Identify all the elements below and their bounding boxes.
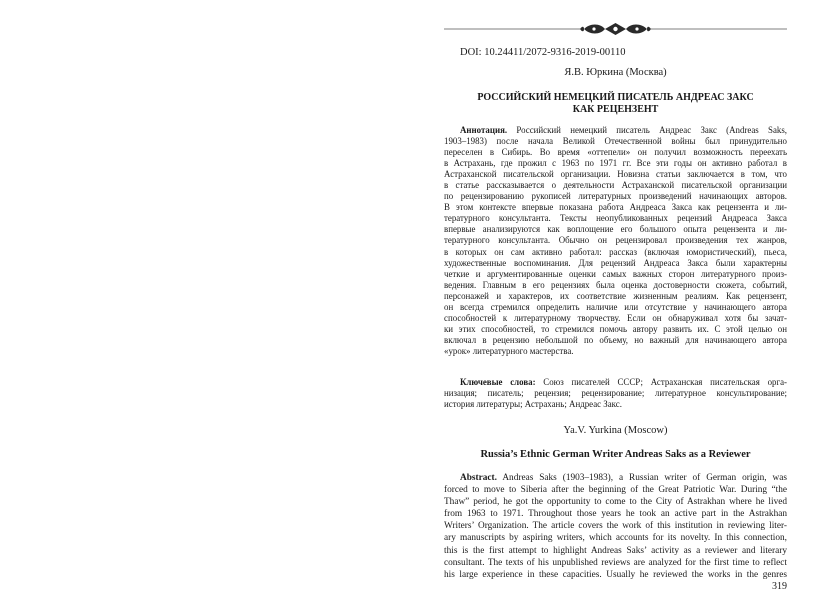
abstract-ru-line: В этом контексте впервые показана работа Андреаса Закса как рецензента и ли-: [444, 202, 787, 213]
abstract-ru-line: четкие и аргументированные оценки самых важных сторон литературного произ-: [444, 268, 787, 279]
abstract-ru-line: в статье рассказывается о деятельности Астраханской писательской организации: [444, 180, 787, 191]
abstract-en-line: consultant. The texts of his unpublished reviews are analyzed for the first time to reflect: [444, 557, 787, 568]
abstract-ru-line: персонажей и характеров, их соответствие жизненным реалиям. Как рецензент,: [444, 290, 787, 301]
abstract-ru-line: тературного консультанта. Обычно он рецензировал произведения тех жанров,: [444, 235, 787, 246]
abstract-ru-line: включал в рецензию небольшой по объему, но важный для начинающего автора: [444, 334, 787, 345]
abstract-ru-line: переселен в Сибирь. Во время «оттепели» он получил возможность переехать: [444, 147, 787, 158]
page-number: 319: [772, 581, 787, 592]
abstract-ru-line: впервые анализируются как воплощение его большого опыта рецензента и ли-: [444, 224, 787, 235]
abstract-ru-line: ки этих способностей, то стремился помочь автору развить их. С этой целью он: [444, 323, 787, 334]
doi: DOI: 10.24411/2072-9316-2019-00110: [460, 47, 626, 58]
abstract-en-line: his large experience in these capacities. Usually he reviewed the works in the genres: [444, 569, 787, 580]
abstract-ru-line: 1903–1983) после начала Великой Отечественной войны был принудительно: [444, 136, 787, 147]
abstract-ru-line: [444, 125, 787, 136]
abstract-en-line: from 1963 to 1971. Throughout those years he took an active part in the Astrakhan: [444, 509, 787, 520]
title-ru: [444, 92, 787, 116]
abstract-ru-line: тературного консультанта. Тексты неопубликованных рецензий Андреаса Закса: [444, 213, 787, 224]
author-ru: Я.В. Юркина (Москва): [564, 67, 667, 78]
abstract-ru-line: в Астрахань, где прожил с 1963 по 1971 гг. Все эти годы он активно работал в: [444, 158, 787, 169]
title-en: Russia’s Ethnic German Writer Andreas Saks as a Reviewer: [480, 449, 751, 460]
journal-page: [444, 0, 787, 609]
abstract-en-line: Thaw” period, he got the opportunity to come to the City of Astrakhan where he lived: [444, 497, 787, 508]
abstract-ru: [444, 125, 787, 357]
keywords-ru-first-line: Союз писателей СССР; Астраханская писательская орга-: [535, 377, 787, 387]
keywords-ru-line: история литературы; Астрахань; Андреас Закс.: [444, 399, 622, 410]
abstract-ru-line: «урок» литературного мастерства.: [444, 345, 574, 356]
keywords-ru-label: Ключевые слова:: [460, 377, 536, 387]
author-en: Ya.V. Yurkina (Moscow): [563, 425, 668, 436]
abstract-en-line: forced to move to Siberia after the beginning of the Great Patriotic War. During “the: [444, 485, 787, 496]
abstract-ru-line: в которых он сам активно работал: рассказ (включая юмористический), пьеса,: [444, 246, 787, 257]
abstract-en-line: ary manuscripts by aspiring writers, which accounts for its novelty. In this connection,: [444, 533, 787, 544]
abstract-ru-line: художественные воспоминания. Для рецензий Андреаса Закса были характерны: [444, 257, 787, 268]
keywords-ru-line: [444, 377, 787, 388]
abstract-ru-first-line: Российский немецкий писатель Андреас Закс (Andreas Saks,: [507, 125, 787, 135]
title-ru-line: РОССИЙСКИЙ НЕМЕЦКИЙ ПИСАТЕЛЬ АНДРЕАС ЗАКС: [477, 92, 754, 103]
abstract-ru-line: ведения. Главным в его рецензиях была оценка достоверности сюжета, событий,: [444, 279, 787, 290]
abstract-en-first-line: Andreas Saks (1903–1983), a Russian writer of German origin, was: [496, 473, 787, 483]
abstract-en-line: this is the first attempt to highlight Andreas Saks’ activity as a reviewer and literary: [444, 545, 787, 556]
abstract-en-line: [444, 472, 787, 484]
ornament-divider: [444, 22, 787, 36]
abstract-ru-line: по рецензированию рукописей литературных произведений начинающих авторов.: [444, 191, 787, 202]
abstract-en-label: Abstract.: [460, 473, 497, 483]
keywords-ru: [444, 377, 787, 410]
abstract-en: [444, 472, 787, 581]
abstract-ru-line: он всегда стремился определить наличие или отсутствие у начинающего автора: [444, 301, 787, 312]
abstract-en-line: Writers’ Organization. The article covers the work of this institution in reviewing liter-: [444, 521, 787, 532]
abstract-ru-line: Астраханской писательской организации. Новизна статьи заключается в том, что: [444, 169, 787, 180]
keywords-ru-line: низация; писатель; рецензия; рецензирование; литературное консультирование;: [444, 388, 787, 399]
title-ru-line: КАК РЕЦЕНЗЕНТ: [572, 104, 659, 115]
abstract-ru-line: способностей к литературному творчеству. Если он обнаруживал хотя бы зачат-: [444, 312, 787, 323]
abstract-ru-label: Аннотация.: [460, 125, 508, 135]
